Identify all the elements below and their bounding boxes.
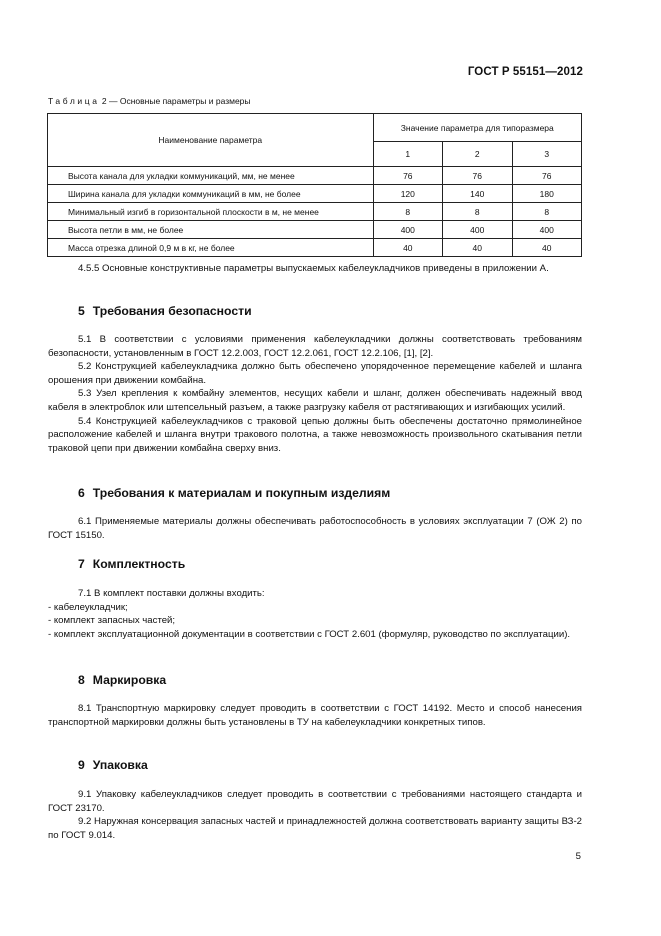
- section-heading-8: [78, 673, 166, 687]
- table-row: [48, 203, 582, 221]
- paragraph: 9.1 Упаковку кабелеукладчиков следует проводить в соответствии с требованиями настоящего стандарта и ГОСТ 23170.: [48, 789, 582, 814]
- list-item: - комплект эксплуатационной документации в соответствии с ГОСТ 2.601 (формуляр, руководство по эксплуатации).: [48, 628, 571, 640]
- paragraph: 5.2 Конструкцией кабелеукладчика должно быть обеспечено упорядоченное перемещение кабелей и шланга орошения при движении комбайна.: [48, 361, 582, 386]
- list-item: - кабелеукладчик;: [48, 601, 128, 613]
- list-item: - комплект запасных частей;: [48, 615, 176, 627]
- section-body-7: [48, 587, 582, 641]
- table-caption: [48, 96, 251, 106]
- paragraph-4-5-5: [48, 262, 582, 276]
- row-parameter-name: Высота петли в мм, не более: [48, 221, 374, 239]
- paragraph: 7.1 В комплект поставки должны входить:: [78, 588, 265, 599]
- row-value: 400: [373, 221, 442, 239]
- parameter-name-header: Наименование параметра: [48, 114, 374, 167]
- row-value: 76: [373, 167, 442, 185]
- table-caption-number: 2: [101, 96, 107, 106]
- table-caption-label: Таблица: [48, 96, 100, 106]
- page-number: 5: [575, 851, 581, 862]
- row-value: 40: [373, 239, 442, 257]
- row-value: 400: [512, 221, 582, 239]
- row-value: 140: [443, 185, 512, 203]
- row-value: 120: [373, 185, 442, 203]
- table-caption-text: — Основные параметры и размеры: [109, 96, 251, 106]
- section-heading-5: [78, 304, 252, 318]
- row-value: 400: [443, 221, 512, 239]
- row-value: 8: [443, 203, 512, 221]
- row-parameter-name: Высота канала для укладки коммуникаций, мм, не менее: [48, 167, 374, 185]
- row-parameter-name: Минимальный изгиб в горизонтальной плоскости в м, не менее: [48, 203, 374, 221]
- row-parameter-name: Ширина канала для укладки коммуникаций в мм, не более: [48, 185, 374, 203]
- section-title: Требования безопасности: [92, 304, 252, 318]
- section-number: 6: [78, 486, 85, 500]
- section-title: Комплектность: [92, 557, 186, 571]
- row-value: 40: [443, 239, 512, 257]
- document-code: ГОСТ Р 55151—2012: [467, 66, 583, 78]
- row-value: 76: [443, 167, 512, 185]
- paragraph: 9.2 Наружная консервация запасных частей и принадлежностей должна соответствовать варианту защиты ВЗ-2 по ГОСТ 9.014.: [48, 816, 582, 841]
- section-heading-7: [78, 557, 185, 571]
- section-number: 8: [78, 673, 85, 687]
- paragraph: 5.1 В соответствии с условиями применения кабелеукладчики должны соответствовать требованиям безопасности, установленным в ГОСТ 12.2.003, ГОСТ 12.2.061, ГОСТ 12.2.106, [1], [2].: [48, 334, 582, 359]
- row-value: 40: [512, 239, 582, 257]
- section-number: 7: [78, 557, 85, 571]
- table-row: [48, 239, 582, 257]
- section-body-8: [48, 702, 582, 729]
- size-header-1: 1: [373, 142, 442, 167]
- row-value: 76: [512, 167, 582, 185]
- section-body-9: [48, 788, 582, 842]
- paragraph: 4.5.5 Основные конструктивные параметры выпускаемых кабелеукладчиков приведены в приложении А.: [78, 263, 549, 274]
- parameters-table: [47, 113, 582, 257]
- section-number: 9: [78, 758, 85, 772]
- section-body-5: [48, 333, 582, 455]
- table-row: [48, 221, 582, 239]
- row-value: 8: [373, 203, 442, 221]
- section-title: Маркировка: [92, 673, 167, 687]
- section-title: Требования к материалам и покупным изделиям: [92, 486, 391, 500]
- size-header-3: 3: [512, 142, 582, 167]
- section-heading-6: [78, 486, 390, 500]
- table-row: [48, 167, 582, 185]
- size-header-2: 2: [443, 142, 512, 167]
- row-value: 8: [512, 203, 582, 221]
- size-value-header: Значение параметра для типоразмера: [373, 114, 581, 142]
- table-row: [48, 185, 582, 203]
- section-number: 5: [78, 304, 85, 318]
- row-parameter-name: Масса отрезка длиной 0,9 м в кг, не более: [48, 239, 374, 257]
- section-title: Упаковка: [92, 758, 148, 772]
- paragraph: 8.1 Транспортную маркировку следует проводить в соответствии с ГОСТ 14192. Место и способ нанесения транспортной маркировки должны быть установлены в ТУ на кабелеукладчики конкретных типов.: [48, 703, 582, 728]
- paragraph: 5.3 Узел крепления к комбайну элементов, несущих кабели и шланг, должен обеспечивать надежный ввод кабеля в электроблок или штепсельный разъем, а также разгрузку кабеля от растягивающих и изгибающих усилий.: [48, 388, 582, 413]
- section-heading-9: [78, 758, 148, 772]
- paragraph: 5.4 Конструкцией кабелеукладчиков с траковой цепью должны быть обеспечены достаточно прямолинейное расположение кабелей и шланга внутри тракового полотна, а также невозможность произвольного скатывания петли траковой цепи при движении комбайна сверху вниз.: [48, 415, 582, 454]
- paragraph: 6.1 Применяемые материалы должны обеспечивать работоспособность в условиях эксплуатации 7 (ОЖ 2) по ГОСТ 15150.: [48, 516, 582, 541]
- section-body-6: [48, 515, 582, 542]
- row-value: 180: [512, 185, 582, 203]
